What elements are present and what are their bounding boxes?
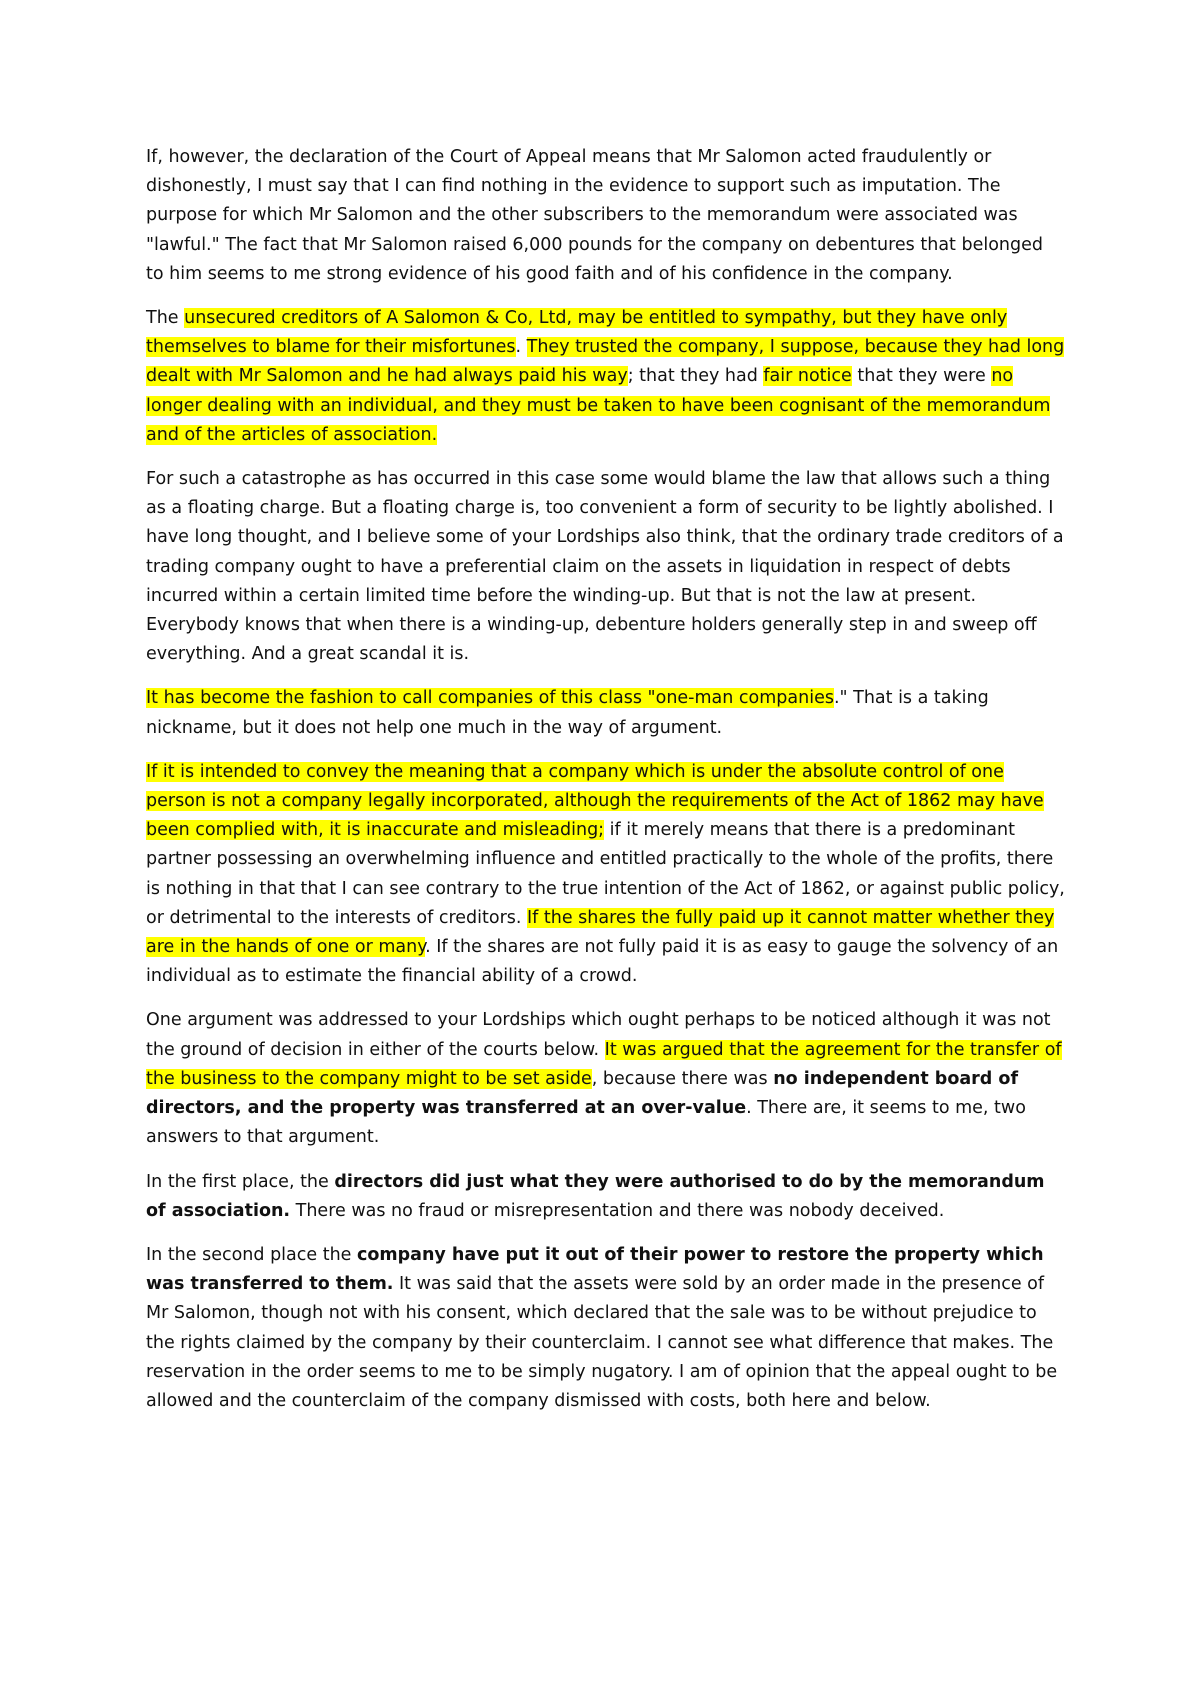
text-segment: if it merely means that there is a predominant partner possessing an overwhelming influence and entitled practically to the whole of the profits, there is nothing in that that I can see contrary to the true intention of the Act of 1862, or against public policy, or detrimental to the interests of creditors. — [146, 820, 1065, 928]
text-segment: There was no fraud or misrepresentation and there was nobody deceived. — [290, 1200, 945, 1221]
text-segment: ." That is a taking nickname, but it does not help one much in the way of argument. — [146, 688, 989, 738]
highlighted-text: They trusted the company, I suppose, because they had long dealt with Mr Salomon and he had always paid his way — [146, 337, 1065, 387]
paragraph-3 — [146, 465, 1066, 669]
paragraph-2 — [146, 304, 1066, 450]
bold-text: no independent board of directors, and the property was transferred at an over-value — [146, 1068, 1019, 1119]
paragraph-4 — [146, 684, 1066, 742]
text-segment: If, however, the declaration of the Court of Appeal means that Mr Salomon acted fraudulently or dishonestly, I must say that I can find nothing in the evidence to support such as imputation. The purpose for which Mr Salomon and the other subscribers to the memorandum were associated was "lawful." The fact that Mr Salomon raised 6,000 pounds for the company on debentures that belonged to him seems to me strong evidence of his good faith and of his confidence in the company. — [146, 147, 1043, 284]
text-segment: One argument was addressed to your Lordships which ought perhaps to be noticed although it was not the ground of decision in either of the courts below. — [146, 1010, 1051, 1060]
paragraph-1 — [146, 143, 1066, 289]
text-segment: , because there was — [591, 1068, 774, 1089]
text-segment: In the second place the — [146, 1244, 357, 1265]
text-segment: It was said that the assets were sold by an order made in the presence of Mr Salomon, though not with his consent, which declared that the sale was to be without prejudice to the rights claimed by the company by their counterclaim. I cannot see what difference that makes. The reservation in the order seems to me to be simply nugatory. I am of opinion that the appeal ought to be allowed and the counterclaim of the company dismissed with costs, both here and below. — [146, 1274, 1058, 1411]
paragraph-6 — [146, 1006, 1066, 1152]
text-segment: In the first place, the — [146, 1171, 335, 1192]
text-segment: The — [146, 308, 185, 329]
text-segment: . There are, it seems to me, two answers to that argument. — [146, 1098, 1026, 1148]
highlighted-text: It was argued that the agreement for the transfer of the business to the company might to be set aside — [146, 1039, 1062, 1089]
paragraph-5 — [146, 758, 1066, 992]
highlighted-text: If the shares the fully paid up it cannot matter whether they are in the hands of one or many — [146, 907, 1055, 958]
highlighted-text: It has become the fashion to call companies of this class "one-man companies — [146, 688, 834, 709]
paragraph-8 — [146, 1241, 1066, 1416]
highlighted-text: If it is intended to convey the meaning that a company which is under the absolute control of one person is not a company legally incorporated, although the requirements of the Act of 1862 may have been complied with, it is inaccurate and misleading; — [146, 761, 1044, 841]
text-segment: ; that they had — [627, 366, 764, 387]
highlighted-text: no longer dealing with an individual, and they must be taken to have been cognisant of the memorandum and of the articles of association. — [146, 366, 1051, 445]
document-body — [146, 143, 1066, 1431]
bold-text: company have put it out of their power to restore the property which was transferred to them. — [146, 1244, 1044, 1295]
text-segment: For such a catastrophe as has occurred in this case some would blame the law that allows such a thing as a floating charge. But a floating charge is, too convenient a form of security to be lightly abolished. I have long thought, and I believe some of your Lordships also think, that the ordinary trade creditors of a trading company ought to have a preferential claim on the assets in liquidation in respect of debts incurred within a certain limited time before the winding-up. But that is not the law at present. Everybody knows that when there is a winding-up, debenture holders generally step in and sweep off everything. And a great scandal it is. — [146, 469, 1064, 665]
highlighted-text: unsecured creditors of A Salomon & Co, Ltd, may be entitled to sympathy, but they have only themselves to blame for their misfortunes — [146, 308, 1008, 358]
text-segment: . — [515, 337, 527, 358]
paragraph-7 — [146, 1168, 1066, 1226]
text-segment: that they were — [851, 366, 992, 387]
text-segment: . If the shares are not fully paid it is as easy to gauge the solvency of an individual as to estimate the financial ability of a crowd. — [146, 937, 1059, 987]
highlighted-text: fair notice — [763, 366, 852, 387]
bold-text: directors did just what they were authorised to do by the memorandum of association. — [146, 1171, 1045, 1221]
